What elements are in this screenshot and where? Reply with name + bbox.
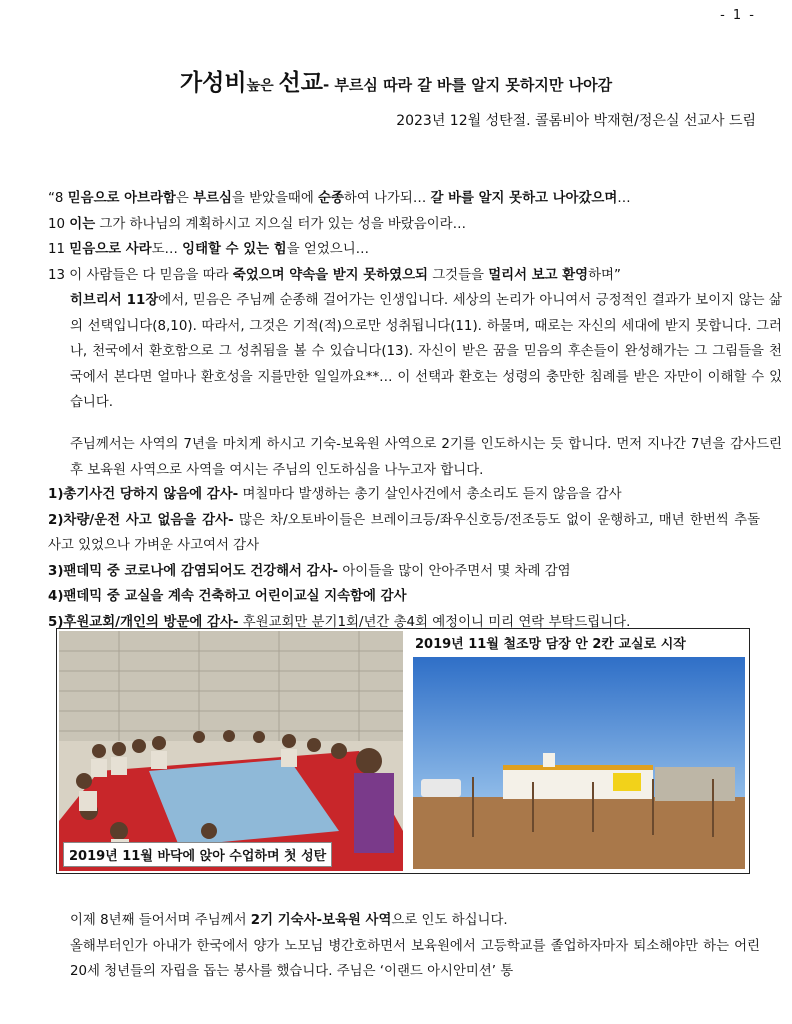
list-item-bold: 1)총기사건 당하지 않음에 감사- xyxy=(48,487,239,502)
paragraph-second-term xyxy=(48,908,760,985)
verse-11 xyxy=(48,237,760,263)
verse-text: “8 xyxy=(48,191,68,206)
school-image xyxy=(413,657,745,869)
verse-bold: 부르심 xyxy=(193,191,232,206)
verse-bold: 이는 xyxy=(69,216,96,232)
photo-box xyxy=(56,628,750,874)
list-item-bold: 5)후원교회/개인의 방문에 감사- xyxy=(48,614,239,630)
verse-block xyxy=(48,186,760,288)
list-item-text: 며칠마다 발생하는 총기 살인사건에서 총소리도 듣지 않음을 감사 xyxy=(238,487,622,502)
verse-bold: 잉태할 수 있는 힘 xyxy=(182,242,287,257)
title-part3: 선교 xyxy=(278,70,323,96)
left-caption: 2019년 11월 바닥에 앉아 수업하며 첫 성탄 xyxy=(63,842,332,867)
hebrews-ref: 히브리서 11장 xyxy=(70,293,159,308)
verse-text: 그것들을 xyxy=(427,267,489,283)
title-part1: 가성비 xyxy=(179,70,247,96)
verse-text: 그가 하나님의 계획하시고 지으실 터가 있는 성을 바랐음이라… xyxy=(95,216,466,232)
list-item-bold: 4)팬데믹 중 교실을 계속 건축하고 어린이교실 지속함에 감사 xyxy=(48,589,407,604)
verse-8 xyxy=(48,186,760,212)
verse-text: 10 xyxy=(48,216,70,232)
school-illustration xyxy=(413,657,745,869)
para3-text: 으로 인도 하십니다. xyxy=(391,913,508,928)
verse-text: 은 xyxy=(175,191,194,206)
verse-bold: 믿음으로 아브라함 xyxy=(67,191,176,206)
list-item-text: 많은 차/오토바이들은 브레이크등/좌우신호등/전조등도 없이 운행하고, 매년 한번씩 추돌사고 있었으나 가벼운 사고여서 감사 xyxy=(48,512,760,553)
right-caption: 2019년 11월 철조망 담장 안 2칸 교실로 시작 xyxy=(415,637,686,652)
verse-10 xyxy=(48,212,760,238)
verse-text: 11 xyxy=(48,242,70,257)
classroom-illustration xyxy=(59,631,403,871)
list-item xyxy=(48,482,760,508)
verse-text: 하여 나가되… xyxy=(343,191,431,206)
paragraph-hebrews xyxy=(48,288,782,416)
list-item xyxy=(48,559,760,585)
verse-13 xyxy=(48,263,760,289)
verse-bold: 죽었으며 약속을 받지 못하였으되 xyxy=(232,267,428,283)
list-item-text: 후원교회만 분기1회/년간 총4회 예정이니 미리 연락 부탁드립니다. xyxy=(238,614,631,630)
verse-bold: 믿음으로 사라 xyxy=(69,242,152,257)
verse-text: 도… xyxy=(151,242,183,257)
page-number: - 1 - xyxy=(720,8,756,23)
page-title xyxy=(0,64,792,97)
list-item xyxy=(48,508,760,559)
para3-text: 이제 8년째 들어서며 주님께서 xyxy=(70,913,251,928)
classroom-photo xyxy=(59,631,403,871)
list-item-bold: 3)팬데믹 중 코로나에 감염되어도 건강해서 감사- xyxy=(48,563,339,579)
second-term-line1 xyxy=(48,908,760,934)
verse-bold: 갈 바를 알지 못하고 나아갔으며 xyxy=(430,191,618,206)
subtitle: 2023년 12월 성탄절. 콜롬비아 박재현/정은실 선교사 드림 xyxy=(396,113,756,129)
verse-text: 을 얻었으니… xyxy=(286,242,370,257)
school-photo xyxy=(409,629,749,873)
thanks-list xyxy=(48,482,760,635)
list-item xyxy=(48,584,760,610)
para3-bold: 2기 기숙사-보육원 사역 xyxy=(250,913,392,928)
paragraph-ministry: 주님께서는 사역의 7년을 마치게 하시고 기숙-보육원 사역으로 2기를 인도하시는 듯 합니다. 먼저 지나간 7년을 감사드린 후 보육원 사역으로 사역을 여시는 주님의 인도하심을 나누고자 합니다. xyxy=(70,437,782,478)
verse-text: … xyxy=(617,191,631,206)
list-item-text: 아이들을 많이 안아주면서 몇 차례 감염 xyxy=(338,563,571,579)
verse-text: 13 이 사람들은 다 믿음을 따라 xyxy=(48,267,233,283)
verse-bold: 순종 xyxy=(318,191,344,206)
second-term-line2: 올해부터인가 아내가 한국에서 양가 노모님 병간호하면서 보육원에서 고등학교를 졸업하자마자 퇴소해야만 하는 어린 20세 청년들의 자립을 돕는 봉사를 했습니다. 주님은 ‘이랜드 아시안미션’ 통 xyxy=(70,938,760,979)
verse-text: 을 받았을때에 xyxy=(231,191,319,206)
verse-text: 하며” xyxy=(588,267,621,283)
verse-bold: 멀리서 보고 환영 xyxy=(488,267,589,283)
title-part4: - 부르심 따라 갈 바를 알지 못하지만 나아감 xyxy=(322,76,613,94)
list-item-bold: 2)차량/운전 사고 없음을 감사- xyxy=(48,512,234,528)
paragraph-text: 에서, 믿음은 주님께 순종해 걸어가는 인생입니다. 세상의 논리가 아니여서 긍정적인 결과가 보이지 않는 삶의 선택입니다(8,10). 따라서, 그것은 기적(적)으로만 성취됩니다(11). 하물며, 때로는 자신의 세대에 받지 못합니다. 그러나, 천국에서 환호함으로 그 성취됨을 볼 수 있습니다(13). 자신이 받은 꿈을 믿음의 후손들이 완성해가는 그 그림들을 천국에서 본다면 얼마나 환호성을 지를만한 일일까요**… 이 선택과 환호는 성령의 충만한 침례를 받은 자만이 이해할 수 있습니다. xyxy=(70,293,782,410)
title-part2: 높은 xyxy=(246,78,279,94)
